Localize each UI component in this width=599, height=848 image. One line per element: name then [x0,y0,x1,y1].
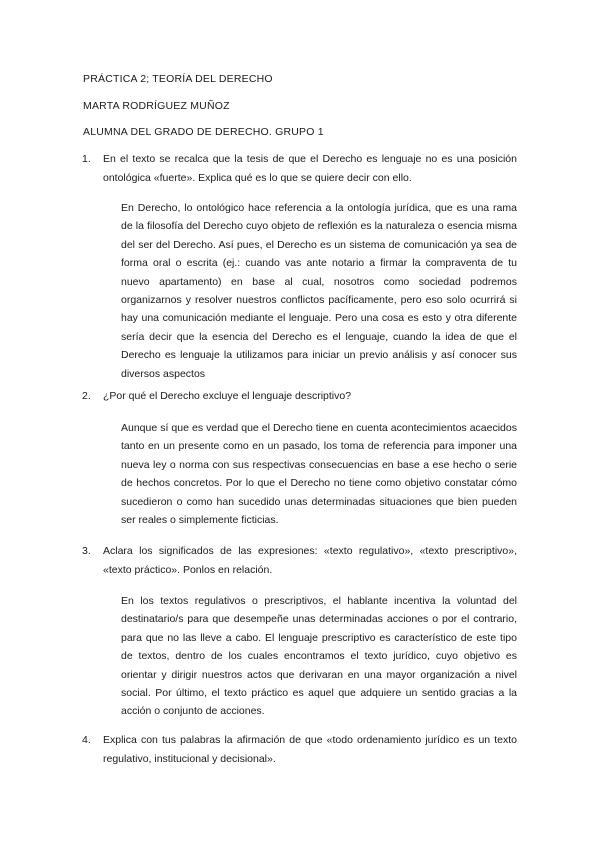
answer-2: Aunque sí que es verdad que el Derecho tiene en cuenta acontecimientos acaecidos tanto en un presente como en un pasado, los toma de referencia para imponer una nueva ley o norma con sus respectivas consecuencias en base a ese hecho o serie de hechos concretos. Por lo que el Derecho no tiene como objetivo constatar cómo sucedieron o como han sucedido unas determinadas situaciones que bien pueden ser reales o simplemente ficticias. [121,422,517,527]
question-text: Explica con tus palabras la afirmación de que «todo ordenamiento jurídico es un texto regulativo, institucional y decisional». [103,734,517,765]
question-text: ¿Por qué el Derecho excluye el lenguaje descriptivo? [103,390,352,402]
question-number: 2. [82,390,91,402]
question-3 [82,542,517,579]
practice-title: PRÁCTICA 2; TEORÍA DEL DERECHO [83,73,273,85]
question-2 [82,387,517,406]
question-number: 4. [82,734,91,746]
question-number: 3. [82,545,91,557]
student-name: MARTA RODRÍGUEZ MUÑOZ [83,100,230,112]
answer-3: En los textos regulativos o prescriptivos, el hablante incentiva la voluntad del destinatario/s para que desempeñe unas determinadas acciones o por el contrario, para que no las lleve a cabo. El lenguaje prescriptivo es característico de este tipo de textos, dentro de los cuales encontramos el texto jurídico, cuyo objetivo es orientar y dirigir nuestros actos que derivaran en una mayor organización a nivel social. Por último, el texto práctico es aquel que adquiere un sentido gracias a la acción o conjunto de acciones. [121,595,517,718]
answer-1: En Derecho, lo ontológico hace referencia a la ontología jurídica, que es una rama de la filosofía del Derecho cuyo objeto de reflexión es la naturaleza o esencia misma del ser del Derecho. Así pues, el Derecho es un sistema de comunicación ya sea de forma oral o escrita (ej.: cuando vas ante notario a firmar la compraventa de tu nuevo apartamento) en base al cual, nosotros como sociedad podremos organizarnos y resolver nuestros conflictos pacíficamente, pero eso solo ocurrirá si hay una comunicación mediante el lenguaje. Pero una cosa es esto y otra diferente sería decir que la esencia del Derecho es el lenguaje, cuando la idea de que el Derecho es lenguaje la utilizamos para iniciar un previo análisis y así conocer sus diversos aspectos [121,202,517,380]
question-text: En el texto se recalca que la tesis de que el Derecho es lenguaje no es una posición ontológica «fuerte». Explica qué es lo que se quiere decir con ello. [103,153,517,184]
question-4 [82,731,517,768]
student-group: ALUMNA DEL GRADO DE DERECHO. GRUPO 1 [83,126,324,138]
question-1 [82,150,517,187]
question-number: 1. [82,153,91,165]
question-text: Aclara los significados de las expresiones: «texto regulativo», «texto prescriptivo», «texto práctico». Ponlos en relación. [103,545,517,576]
